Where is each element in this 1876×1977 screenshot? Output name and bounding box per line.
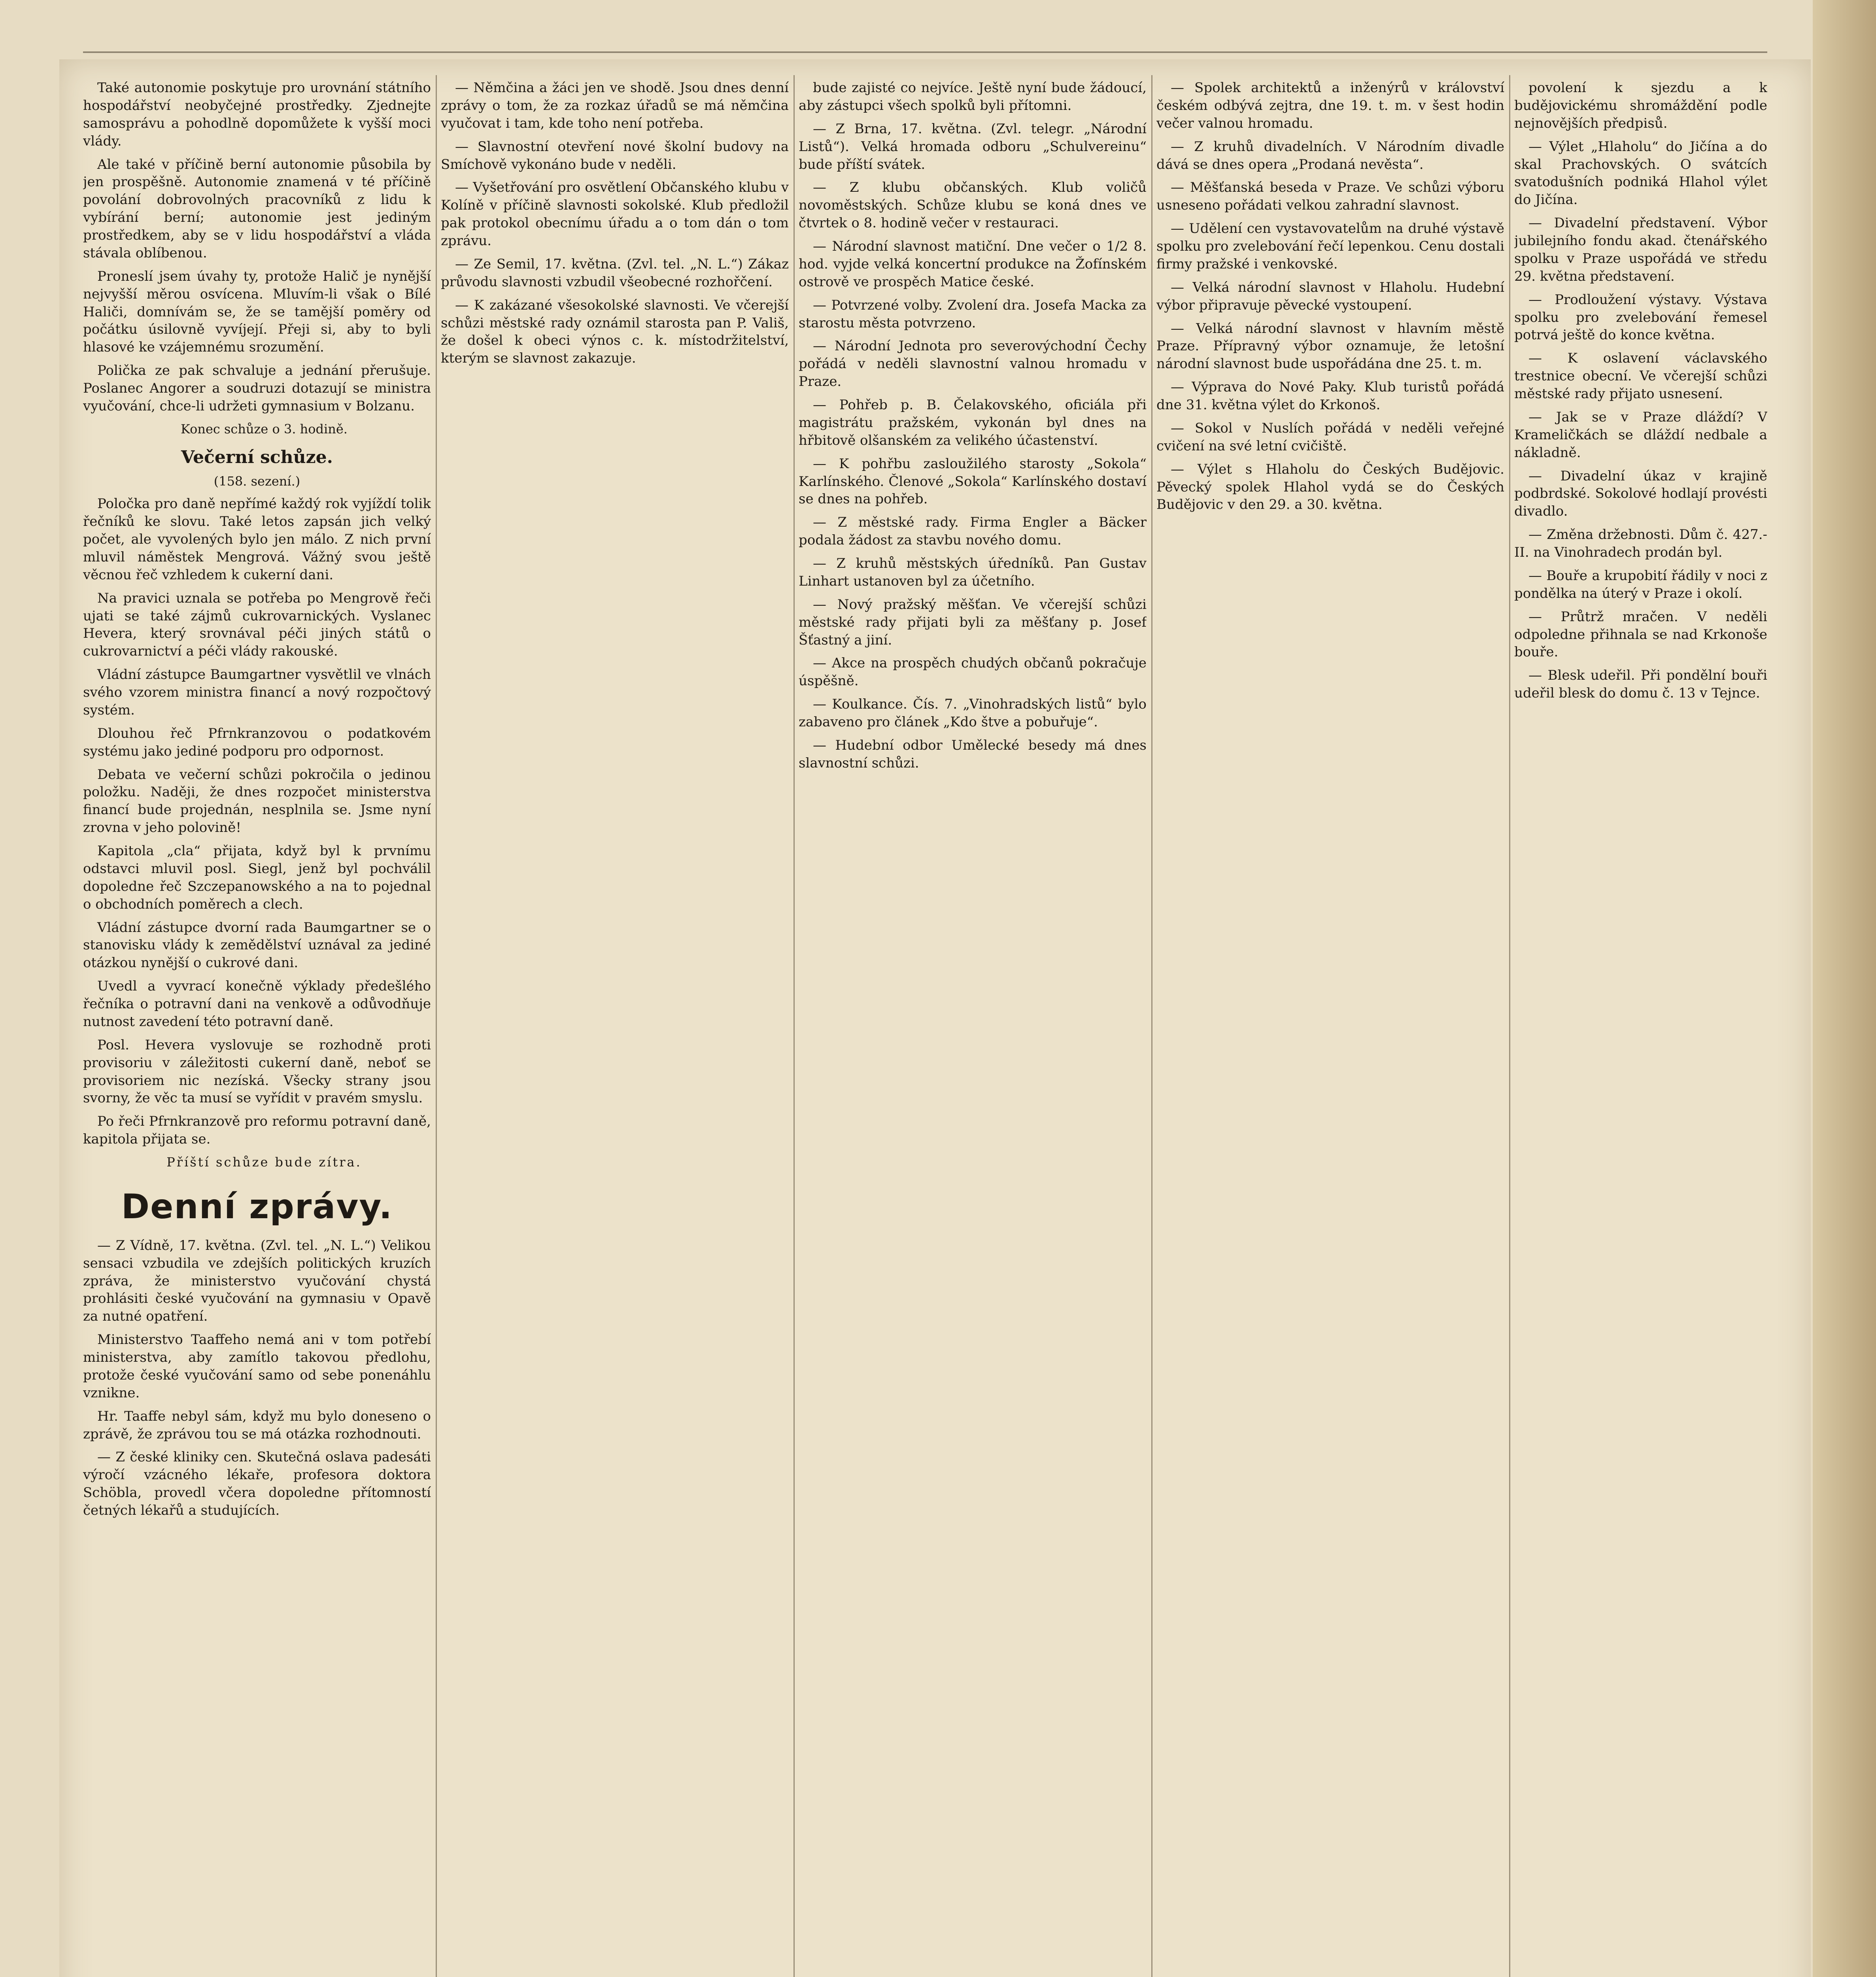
paragraph: Ministerstvo Taaffeho nemá ani v tom potřebí ministerstva, aby zamítlo takovou předlohu, protože české vyučování samo od sebe ponenáhlu vznikne. bbox=[83, 1332, 431, 1401]
paragraph: — Hudební odbor Umělecké besedy má dnes slavnostní schůzi. bbox=[799, 737, 1147, 771]
column-2 bbox=[441, 79, 789, 1977]
paragraph: — Průtrž mračen. V neděli odpoledne přihnala se nad Krkonoše bouře. bbox=[1514, 609, 1767, 660]
paragraph: Dlouhou řeč Pfrnkranzovou o podatkovém systému jako jediné podporu pro odpornost. bbox=[83, 725, 431, 759]
paragraph: — Výlet „Hlaholu“ do Jičína a do skal Prachovských. O svátcích svatodušních podniká Hlahol výlet do Jičína. bbox=[1514, 138, 1767, 208]
paragraph: — Změna držebnosti. Dům č. 427.-II. na Vinohradech prodán byl. bbox=[1514, 527, 1767, 560]
paragraph: — Měšťanská beseda v Praze. Ve schůzi výboru usneseno pořádati velkou zahradní slavnost. bbox=[1156, 180, 1504, 214]
paragraph: — Národní Jednota pro severovýchodní Čechy pořádá v neděli slavnostní valnou hromadu v Praze. bbox=[799, 338, 1147, 390]
paragraph: — Udělení cen vystavovatelům na druhé výstavě spolku pro zvelebování řečí lepenkou. Cenu dostali firmy pražské i venkovské. bbox=[1156, 221, 1504, 272]
paragraph: Kapitola „cla“ přijata, když byl k prvnímu odstavci mluvil posl. Siegl, jenž byl pochválil dopoledne řeč Szczepanowského a na to pojednal o obchodních poměrech a clech. bbox=[83, 843, 431, 912]
paragraph: — Němčina a žáci jen ve shodě. Jsou dnes denní zprávy o tom, že za rozkaz úřadů se má němčina vyučovat i tam, kde toho není potřeba. bbox=[441, 80, 789, 131]
paragraph: — Blesk udeřil. Při pondělní bouři udeřil blesk do domu č. 13 v Tejnce. bbox=[1514, 667, 1767, 701]
paragraph: — Prodloužení výstavy. Výstava spolku pro zvelebování řemesel potrvá ještě do konce května. bbox=[1514, 291, 1767, 343]
column-rule bbox=[436, 75, 437, 1977]
paragraph: — Akce na prospěch chudých občanů pokračuje úspěšně. bbox=[799, 655, 1147, 689]
column-5 bbox=[1514, 79, 1767, 1977]
paragraph: Na pravici uznala se potřeba po Mengrově řeči ujati se také zájmů cukrovarnických. Vyslanec Hevera, který srovnával péči jiných států o cukrovarnictví a péči vlády rakouské. bbox=[83, 590, 431, 660]
paragraph: Hr. Taaffe nebyl sám, když mu bylo doneseno o zprávě, že zprávou tou se má otázka rozhodnouti. bbox=[83, 1408, 431, 1442]
session-number: (158. sezení.) bbox=[213, 474, 300, 489]
paragraph: — Slavnostní otevření nové školní budovy na Smíchově vykonáno bude v neděli. bbox=[441, 138, 789, 172]
paragraph: bude zajisté co nejvíce. Ještě nyní bude žádoucí, aby zástupci všech spolků byli přítomni. bbox=[799, 80, 1147, 113]
paragraph: Ale také v příčině berní autonomie působila by jen prospěšně. Autonomie znamená v té příčině povolání dobrovolných pracovníků z lidu k vybírání berní; autonomie jest jediným prostředkem, aby se v lidu hospodářství a vláda stávala oblíbenou. bbox=[83, 156, 431, 261]
paragraph: — Divadelní úkaz v krajině podbrdské. Sokolové hodlají provésti divadlo. bbox=[1514, 468, 1767, 520]
paragraph: Posl. Hevera vyslovuje se rozhodně proti provisoriu v záležitosti cukerní daně, neboť se provisoriem nic nezíská. Všecky strany jsou svorny, že věc ta musí se vyřídit v pravém smyslu. bbox=[83, 1037, 431, 1106]
column-3 bbox=[799, 79, 1147, 1977]
paragraph: — Národní slavnost matiční. Dne večer o 1/2 8. hod. vyjde velká koncertní produkce na Žofínském ostrově ve prospěch Matice české. bbox=[799, 238, 1147, 290]
column-4 bbox=[1156, 79, 1504, 1977]
paragraph: Vládní zástupce dvorní rada Baumgartner se o stanovisku vlády k zemědělství uznával za jediné otázkou nynější o cukrové dani. bbox=[83, 919, 431, 971]
paragraph: Vládní zástupce Baumgartner vysvětlil ve vlnách svého vzorem ministra financí a nový rozpočtový systém. bbox=[83, 667, 431, 718]
paragraph: — Pohřeb p. B. Čelakovského, oficiála při magistrátu pražském, vykonán byl dnes na hřbitově olšanském za velikého účastenství. bbox=[799, 397, 1147, 448]
column-1 bbox=[83, 79, 431, 1977]
paragraph: — Z Brna, 17. května. (Zvl. telegr. „Národní Listů“). Velká hromada odboru „Schulvereinu“ bude příští svátek. bbox=[799, 121, 1147, 172]
paragraph: Proneslí jsem úvahy ty, protože Halič je nynější nejvyšší měrou osvícena. Mluvím-li však o Bílé Haliči, domnívám se, že se tamější poměry od počátku úsilovně vyvíjejí. Přeji si, aby to byli hlasové ke vzájemnému srozumění. bbox=[83, 268, 431, 355]
paragraph: — Výprava do Nové Paky. Klub turistů pořádá dne 31. května výlet do Krkonoš. bbox=[1156, 379, 1504, 413]
paragraph: — Bouře a krupobití řádily v noci z pondělka na úterý v Praze i okolí. bbox=[1514, 567, 1767, 601]
paragraph: Po řeči Pfrnkranzově pro reformu potravní daně, kapitola přijata se. bbox=[83, 1113, 431, 1147]
paragraph: — K oslavení václavského trestnice obecní. Ve včerejší schůzi městské rady přijato usnesení. bbox=[1514, 350, 1767, 402]
paragraph: — Nový pražský měšťan. Ve včerejší schůzi městské rady přijati byli za měšťany p. Josef Šťastný a jiní. bbox=[799, 596, 1147, 648]
column-rule bbox=[1151, 75, 1152, 1977]
paragraph: Debata ve večerní schůzi pokročila o jedinou položku. Naději, že dnes rozpočet ministerstva financí bude projednán, nesplnila se. Jsme nyní zrovna v jeho polovině! bbox=[83, 766, 431, 836]
paragraph: — Velká národní slavnost v hlavním městě Praze. Přípravný výbor oznamuje, že letošní národní slavnost bude uspořádána dne 25. t. m. bbox=[1156, 320, 1504, 372]
paragraph: — Jak se v Praze dláždí? V Krameličkách se dláždí nedbale a nákladně. bbox=[1514, 409, 1767, 461]
paragraph: — Výlet s Hlaholu do Českých Budějovic. Pěvecký spolek Hlahol vydá se do Českých Budějovic v den 29. a 30. května. bbox=[1156, 461, 1504, 513]
paragraph: povolení k sjezdu a k budějovickému shromáždění podle nejnovějších předpisů. bbox=[1514, 80, 1767, 131]
paragraph: — Sokol v Nuslích pořádá v neděli veřejné cvičení na své letní cvičiště. bbox=[1156, 420, 1504, 454]
column-rule bbox=[1509, 75, 1510, 1977]
paragraph: — Z městské rady. Firma Engler a Bäcker podala žádost za stavbu nového domu. bbox=[799, 514, 1147, 548]
paragraph: — Spolek architektů a inženýrů v království českém odbývá zejtra, dne 19. t. m. v šest hodin večer valnou hromadu. bbox=[1156, 80, 1504, 131]
next-session-note: Příští schůze bude zítra. bbox=[166, 1155, 362, 1170]
page-edge bbox=[1813, 0, 1876, 1977]
paragraph: Také autonomie poskytuje pro urovnání státního hospodářství neobyčejné prostředky. Zjednejte samosprávu a pohodlně dopomůžete k vyšší moci vlády. bbox=[83, 80, 431, 149]
paragraph: — Ze Semil, 17. května. (Zvl. tel. „N. L.“) Zákaz průvodu slavnosti vzbudil všeobecné rozhořčení. bbox=[441, 256, 789, 290]
paragraph: — Velká národní slavnost v Hlaholu. Hudební výbor připravuje pěvecké vystoupení. bbox=[1156, 279, 1504, 313]
column-rule bbox=[793, 75, 795, 1977]
paragraph: — Z Vídně, 17. května. (Zvl. tel. „N. L.“) Velikou sensaci vzbudila ve zdejších politických kruzích zpráva, že ministerstvo vyučování chystá prohlásiti české vyučování na gymnasiu v Opavě za nutné opatření. bbox=[83, 1237, 431, 1325]
paragraph: — Z české kliniky cen. Skutečná oslava padesáti výročí vzácného lékaře, profesora doktora Schöbla, provedl včera dopoledne přítomností četných lékařů a studujících. bbox=[83, 1449, 431, 1519]
paragraph: — Z kruhů městských úředníků. Pan Gustav Linhart ustanoven byl za účetního. bbox=[799, 556, 1147, 589]
section-heading: Večerní schůze. bbox=[181, 447, 333, 467]
paragraph: — K zakázané všesokolské slavnosti. Ve včerejší schůzi městské rady oznámil starosta pan P. Vališ, že došel k obeci výnos c. k. místodržitelství, kterým se slavnost zakazuje. bbox=[441, 297, 789, 367]
paragraph: Poločka pro daně nepřímé každý rok vyjíždí tolik řečníků ke slovu. Také letos zapsán jich velký počet, ale vyvolených bylo jen málo. Z nich první mluvil náměstek Mengrová. Vážný svou ještě věcnou řeč vzhledem k cukerní dani. bbox=[83, 496, 431, 583]
paragraph: — Vyšetřování pro osvětlení Občanského klubu v Kolíně v příčině slavnosti sokolské. Klub předložil pak protokol obecnímu úřadu a o tom dán o tom zprávu. bbox=[441, 180, 789, 249]
top-rule bbox=[83, 51, 1767, 53]
daily-news-title: Denní zprávy. bbox=[121, 1187, 393, 1227]
paragraph: — Z klubu občanských. Klub voličů novoměstských. Schůze klubu se koná dnes ve čtvrtek o 8. hodině večer v restauraci. bbox=[799, 180, 1147, 231]
paragraph: — Koulkance. Čís. 7. „Vinohradských listů“ bylo zabaveno pro článek „Kdo štve a pobuřuje“. bbox=[799, 696, 1147, 730]
paragraph: — Divadelní představení. Výbor jubilejního fondu akad. čtenářského spolku v Praze uspořádá ve středu 29. května představení. bbox=[1514, 215, 1767, 284]
paragraph: — Potvrzené volby. Zvolení dra. Josefa Macka za starostu města potvrzeno. bbox=[799, 297, 1147, 331]
paragraph: Uvedl a vyvrací konečně výklady předešlého řečníka o potravní dani na venkově a odůvodňuje nutnost zavedení této potravní daně. bbox=[83, 978, 431, 1030]
paragraph: — Z kruhů divadelních. V Národním divadle dává se dnes opera „Prodaná nevěsta“. bbox=[1156, 138, 1504, 172]
paragraph: Polička ze pak schvaluje a jednání přerušuje. Poslanec Angorer a soudruzi dotazují se ministra vyučování, chce-li udržeti gymnasium v Bolzanu. bbox=[83, 363, 431, 414]
paragraph: — K pohřbu zasloužilého starosty „Sokola“ Karlínského. Členové „Sokola“ Karlínského dostaví se dnes na pohřeb. bbox=[799, 456, 1147, 507]
session-end: Konec schůze o 3. hodině. bbox=[181, 421, 348, 437]
